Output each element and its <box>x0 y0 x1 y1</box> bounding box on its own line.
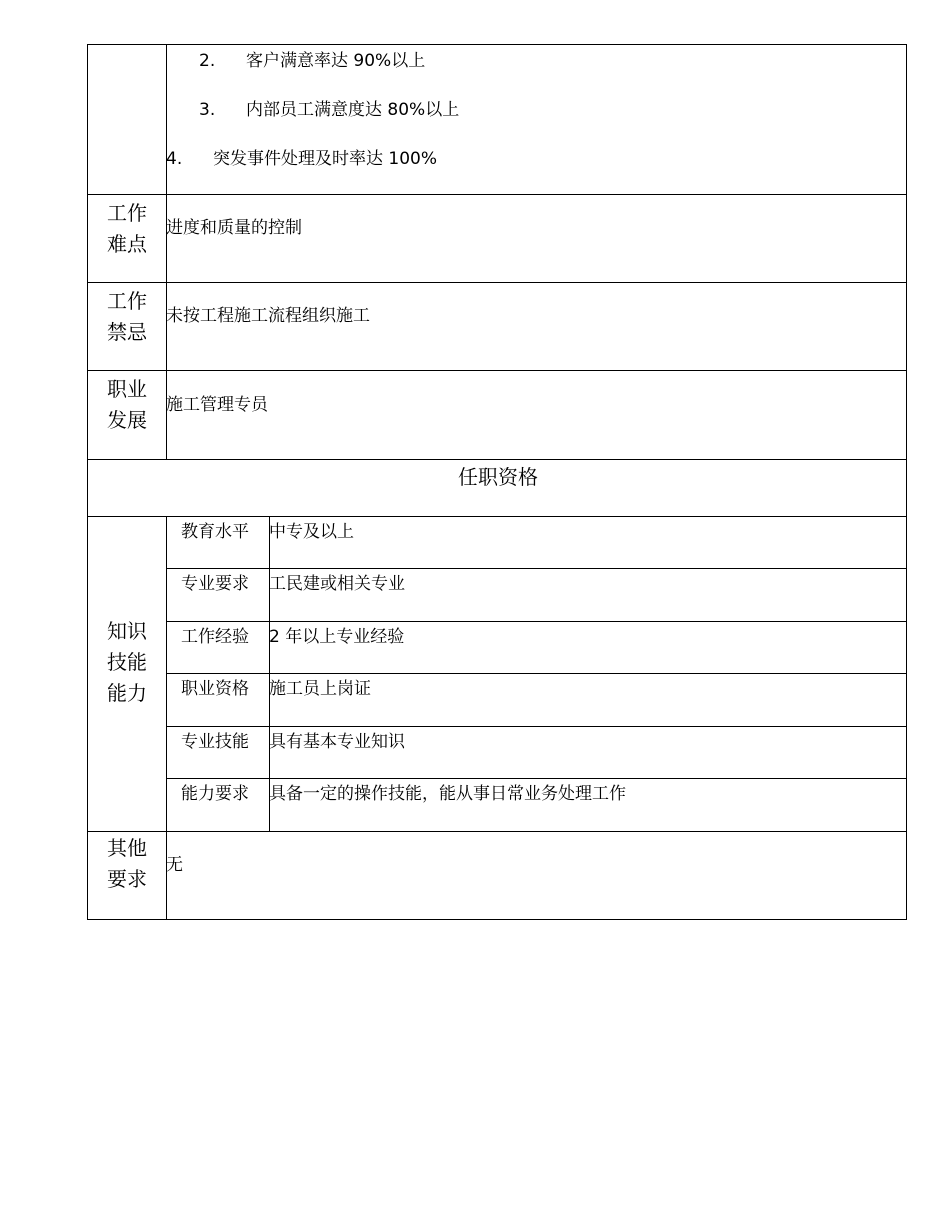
group-label-line: 知识 <box>107 619 147 643</box>
difficulty-label <box>88 198 166 260</box>
career-label <box>88 374 166 436</box>
row-divider <box>88 459 906 460</box>
qualification-label: 职业资格 <box>181 679 249 699</box>
kpi-number: 4. <box>166 149 183 169</box>
qual-row-divider <box>166 778 906 779</box>
qualification-value: 2 年以上专业经验 <box>269 627 405 647</box>
qualification-value: 具备一定的操作技能，能从事日常业务处理工作 <box>269 784 626 804</box>
group-label-line: 能力 <box>107 681 147 705</box>
qualifications-group-label <box>88 616 166 709</box>
qualification-label: 工作经验 <box>181 627 249 647</box>
career-label-line: 职业 <box>107 377 147 401</box>
career-value: 施工管理专员 <box>166 395 268 415</box>
other-label-line: 其他 <box>107 836 147 860</box>
other-value: 无 <box>166 855 183 875</box>
taboo-value: 未按工程施工流程组织施工 <box>166 306 370 326</box>
qualification-value: 中专及以上 <box>269 522 354 542</box>
qualifications-title: 任职资格 <box>458 465 538 489</box>
kpi-number: 2. <box>199 51 216 71</box>
kpi-number: 3. <box>199 100 216 120</box>
qualification-label: 专业技能 <box>181 732 249 752</box>
qualification-value: 具有基本专业知识 <box>269 732 405 752</box>
qualification-label: 专业要求 <box>181 574 249 594</box>
kpi-text: 内部员工满意度达 80%以上 <box>246 100 460 120</box>
qual-row-divider <box>166 621 906 622</box>
taboo-label-line: 工作 <box>107 289 147 313</box>
qualification-label: 教育水平 <box>181 522 249 542</box>
difficulty-value: 进度和质量的控制 <box>166 218 302 238</box>
qual-row-divider <box>166 568 906 569</box>
qual-row-divider <box>166 673 906 674</box>
qualification-value: 施工员上岗证 <box>269 679 371 699</box>
qual-row-divider <box>166 726 906 727</box>
kpi-text: 客户满意率达 90%以上 <box>246 51 426 71</box>
row-divider <box>88 516 906 517</box>
kpi-text: 突发事件处理及时率达 100% <box>213 149 438 169</box>
taboo-label <box>88 286 166 348</box>
row-divider <box>88 831 906 832</box>
taboo-label-line: 禁忌 <box>107 320 147 344</box>
job-description-table <box>87 44 907 920</box>
row-divider <box>88 370 906 371</box>
other-label <box>88 833 166 895</box>
group-label-line: 技能 <box>107 650 147 674</box>
qualification-label: 能力要求 <box>181 784 249 804</box>
difficulty-label-line: 工作 <box>107 201 147 225</box>
difficulty-label-line: 难点 <box>107 232 147 256</box>
other-label-line: 要求 <box>107 867 147 891</box>
row-divider <box>88 194 906 195</box>
career-label-line: 发展 <box>107 408 147 432</box>
row-divider <box>88 282 906 283</box>
qualification-value: 工民建或相关专业 <box>269 574 405 594</box>
